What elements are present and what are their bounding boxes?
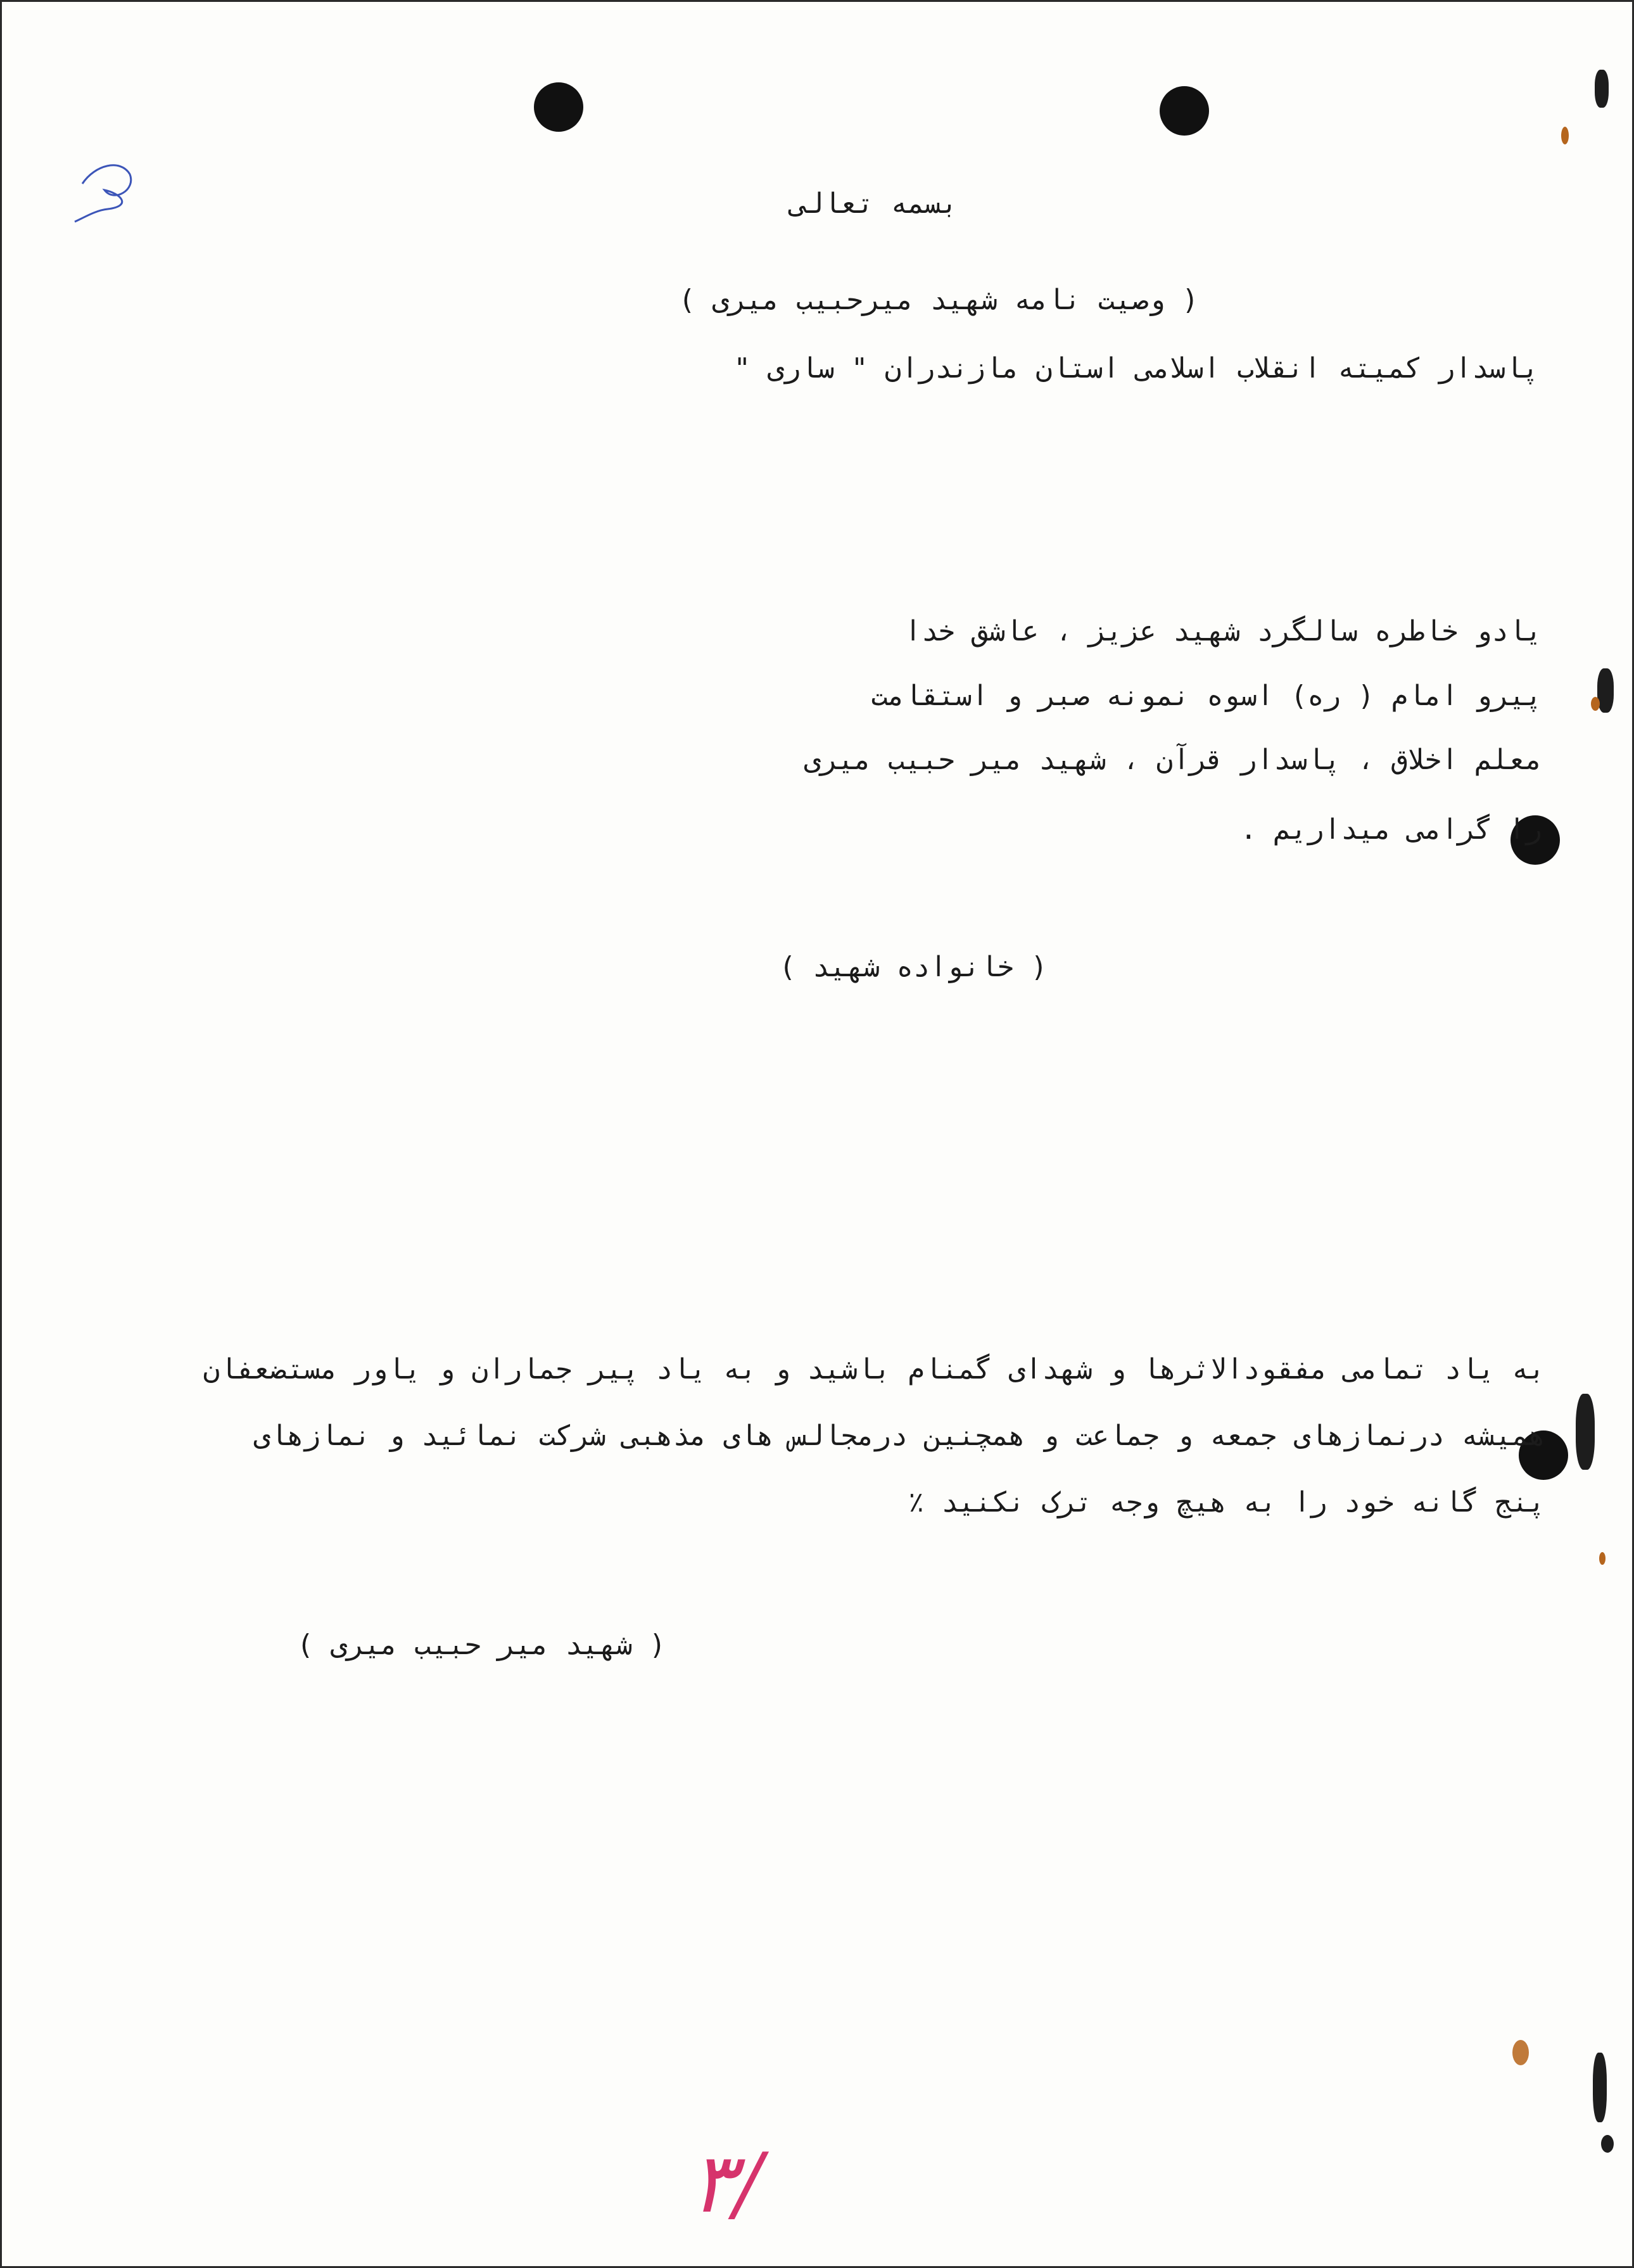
handwritten-page-number: ۳/ (690, 2135, 763, 2231)
rust-stain (1591, 697, 1600, 711)
rust-stain (1601, 2135, 1614, 2153)
paragraph-1-line-3: معلم اخلاق ، پاسدار قرآن ، شهید میر حبیب میری (804, 744, 1542, 776)
paragraph-2-line-3: پنج گانه خود را به هیچ وجه ترک نکنید ٪ (908, 1486, 1545, 1519)
document-title: ( وصیت نامه شهید میرحبیب میری ) (678, 284, 1199, 316)
handwritten-mark-blue (70, 146, 146, 228)
document-subtitle: پاسدار کمیته انقلاب اسلامی استان مازندران " ساری " (733, 352, 1539, 385)
rust-stain (1599, 1552, 1606, 1565)
punch-hole-top-left (534, 82, 583, 132)
paragraph-2-line-2: همیشه درنمازهای جمعه و جماعت و همچنین درمجالس های مذهبی شرکت نمائید و نمازهای (253, 1420, 1545, 1452)
rust-stain (1595, 70, 1609, 108)
signature-family: ( خانواده شهید ) (779, 951, 1048, 983)
rust-stain (1576, 1394, 1595, 1470)
punch-hole-top-right (1160, 86, 1209, 136)
rust-stain (1561, 127, 1569, 144)
rust-stain (1512, 2040, 1529, 2065)
paragraph-1-line-2: پیرو امام ( ره) اسوه نمونه صبر و استقامت (871, 680, 1542, 712)
paragraph-1-line-1: یادو خاطره سالگرد شهید عزیز ، عاشق خدا (904, 615, 1542, 647)
paragraph-2-line-1: به یاد تمامی مفقودالاثرها و شهدای گمنام باشید و به یاد پیر جماران و یاور مستضعفان (203, 1353, 1545, 1386)
paragraph-1-line-4: را گرامی میداریم . (1240, 813, 1542, 846)
rust-stain (1593, 2053, 1607, 2122)
signature-martyr: ( شهید میر حبیب میری ) (296, 1629, 666, 1661)
document-header: بسمه تعالی (790, 188, 958, 220)
rust-stain (1597, 668, 1614, 713)
